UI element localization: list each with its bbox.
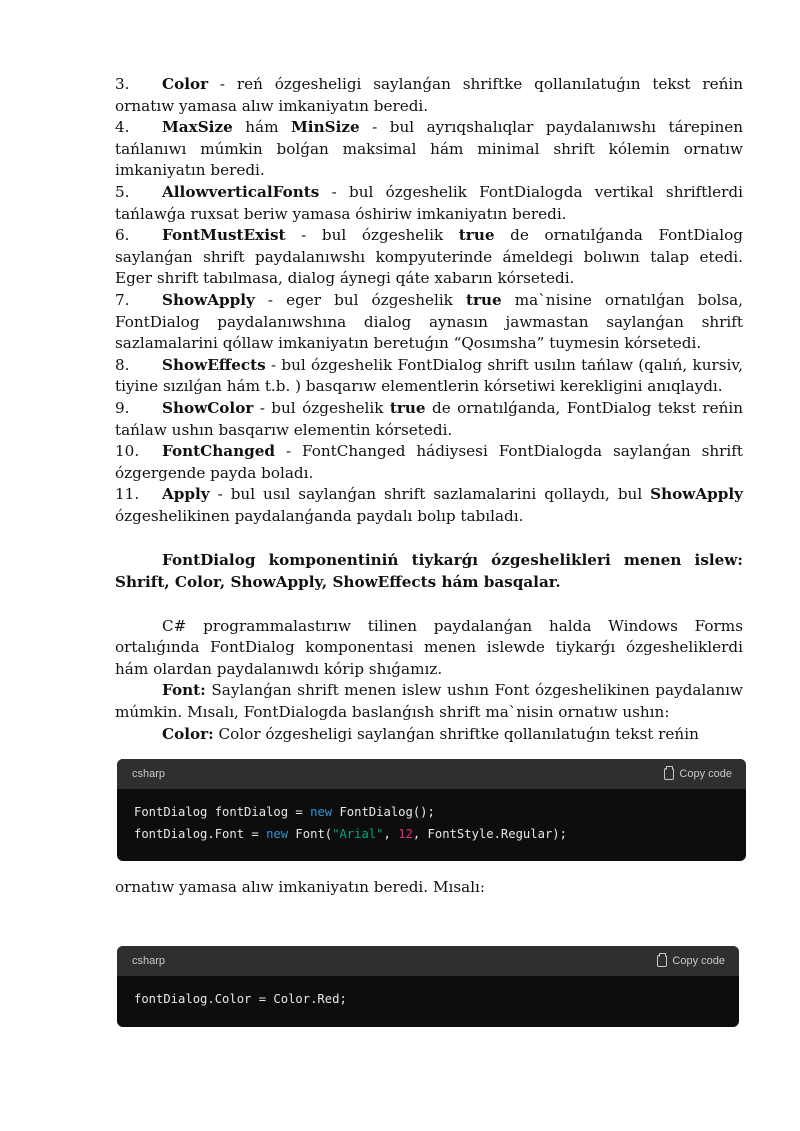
item-term: true (458, 226, 495, 245)
list-item (115, 398, 743, 441)
item-number: 4. (115, 118, 130, 137)
item-text: ózgeshelikinen paydalanǵanda paydalı bolıp tabıladı. (115, 506, 524, 525)
code-content (117, 976, 739, 1022)
item-term: FontChanged (162, 442, 276, 461)
item-text: de ornatılǵanda FontDialog saylanǵan shrift paydalanıwshı kompyuterinde ámeldegi bolıwın talap etedi. Eger shrift tabılmasa, dialog áynegi qáte xabarın kórsetedi. (115, 226, 744, 288)
item-text: ma`nisine ornatılǵan bolsa, FontDialog paydalanıwshına dialog aynasın jawmastan saylanǵan shrift sazlamalarini qóllaw imkaniyatın beretuǵın “Qosımsha” tuymesin kórsetedi. (115, 290, 743, 353)
paragraph-text: Color ózgesheligi saylanǵan shriftke qollanılatuǵın tekst reńin (213, 724, 699, 743)
after-code-text: ornatıw yamasa alıw imkaniyatın beredi. Mısalı: (115, 878, 486, 896)
code-content (117, 789, 746, 857)
item-term: MaxSize (162, 118, 233, 137)
item-text: - bul ózgeshelik (285, 226, 459, 245)
item-number: 11. (115, 485, 140, 504)
item-term: ShowColor (162, 398, 254, 417)
item-text: - bul ózgeshelik FontDialog shrift usılın tańlaw (qalıń, kursiv, tiyine sızılǵan hám t.b. ) basqarıw elementlerin kórsetiwi kerekligini anıqlaydı. (115, 355, 743, 396)
section-heading: FontDialog komponentiniń tiykarǵı ózgeshelikleri menen islew: Shrift, Color, ShowApply, ShowEffects hám basqalar. (115, 551, 743, 592)
list-item (115, 441, 743, 484)
copy-code-button[interactable] (664, 768, 732, 780)
item-number: 3. (115, 75, 130, 93)
code-line: FontDialog fontDialog = new FontDialog(); (134, 805, 435, 819)
font-paragraph (115, 680, 743, 723)
item-term: true (465, 290, 502, 309)
list-item (115, 225, 743, 290)
document-body (115, 74, 743, 745)
copy-code-label: Copy code (672, 955, 725, 967)
paragraph-term: Color: (162, 724, 214, 743)
code-language-label: csharp (132, 955, 166, 967)
intro-paragraph: C# programmalastırıw tilinen paydalanǵan halda Windows Forms ortalıǵında FontDialog komponentasi menen islewde tiykarǵı ózgesheliklerdi hám olardan paydalanıwdı kórip shıǵamız. (115, 616, 743, 678)
code-language-label: csharp (132, 768, 166, 780)
item-term: Color (162, 75, 209, 93)
clipboard-icon (664, 768, 674, 780)
item-text: - bul ayrıqshalıqlar paydalanıwshı tárepinen tańlanıwı múmkin bolǵan maksimal hám minimal shrift kólemin ornatıw imkaniyatın beredi. (115, 118, 743, 180)
item-text: - bul usıl saylanǵan shrift sazlamalarini qollaydı, bul (209, 485, 651, 504)
item-term: AllowverticalFonts (162, 182, 320, 201)
item-term: ShowApply (650, 485, 743, 504)
clipboard-icon (657, 955, 667, 967)
item-text: hám (232, 118, 291, 137)
item-term: ShowEffects (162, 355, 266, 374)
item-text: de ornatılǵanda, FontDialog tekst reńin tańlaw ushın basqarıw elementin kórsetedi. (115, 398, 743, 439)
paragraph-text: Saylanǵan shrift menen islew ushın Font ózgeshelikinen paydalanıw múmkin. Mısalı, FontDialogda baslanǵısh shrift ma`nisin ornatıw ushın: (115, 681, 743, 722)
item-number: 9. (115, 398, 130, 417)
item-text: - reń ózgesheligi saylanǵan shriftke qollanılatuǵın tekst reńin ornatıw yamasa alıw imkaniyatın beredi. (115, 75, 743, 115)
item-number: 6. (115, 226, 130, 245)
item-term: true (389, 398, 426, 417)
item-term: ShowApply (162, 290, 255, 309)
code-block (117, 946, 739, 1027)
list-item (115, 290, 743, 355)
item-term: FontMustExist (162, 226, 286, 245)
copy-code-button[interactable] (657, 955, 725, 967)
item-number: 5. (115, 182, 130, 201)
code-line: fontDialog.Color = Color.Red; (134, 992, 347, 1006)
item-text: - bul ózgeshelik FontDialogda vertikal shriftlerdi tańlawǵa ruxsat beriw yamasa óshiriw imkaniyatın beredi. (115, 182, 743, 223)
item-text: - FontChanged hádiysesi FontDialogda saylanǵan shrift ózgergende payda boladı. (115, 442, 743, 482)
item-text: - eger bul ózgeshelik (254, 290, 466, 309)
item-number: 10. (115, 442, 140, 461)
copy-code-label: Copy code (679, 768, 732, 780)
code-header (117, 759, 746, 789)
code-header (117, 946, 739, 976)
item-number: 8. (115, 355, 130, 374)
code-line: fontDialog.Font = new Font("Arial", 12, FontStyle.Regular); (134, 827, 567, 841)
list-item (115, 355, 743, 398)
list-item (115, 117, 743, 182)
item-term: Apply (162, 485, 210, 504)
list-item (115, 182, 743, 225)
code-block (117, 759, 746, 861)
color-paragraph (115, 724, 743, 746)
item-number: 7. (115, 290, 130, 309)
paragraph-term: Font: (162, 681, 206, 700)
list-item (115, 74, 743, 117)
list-item (115, 484, 743, 527)
item-text: - bul ózgeshelik (253, 398, 390, 417)
item-term: MinSize (290, 118, 360, 137)
